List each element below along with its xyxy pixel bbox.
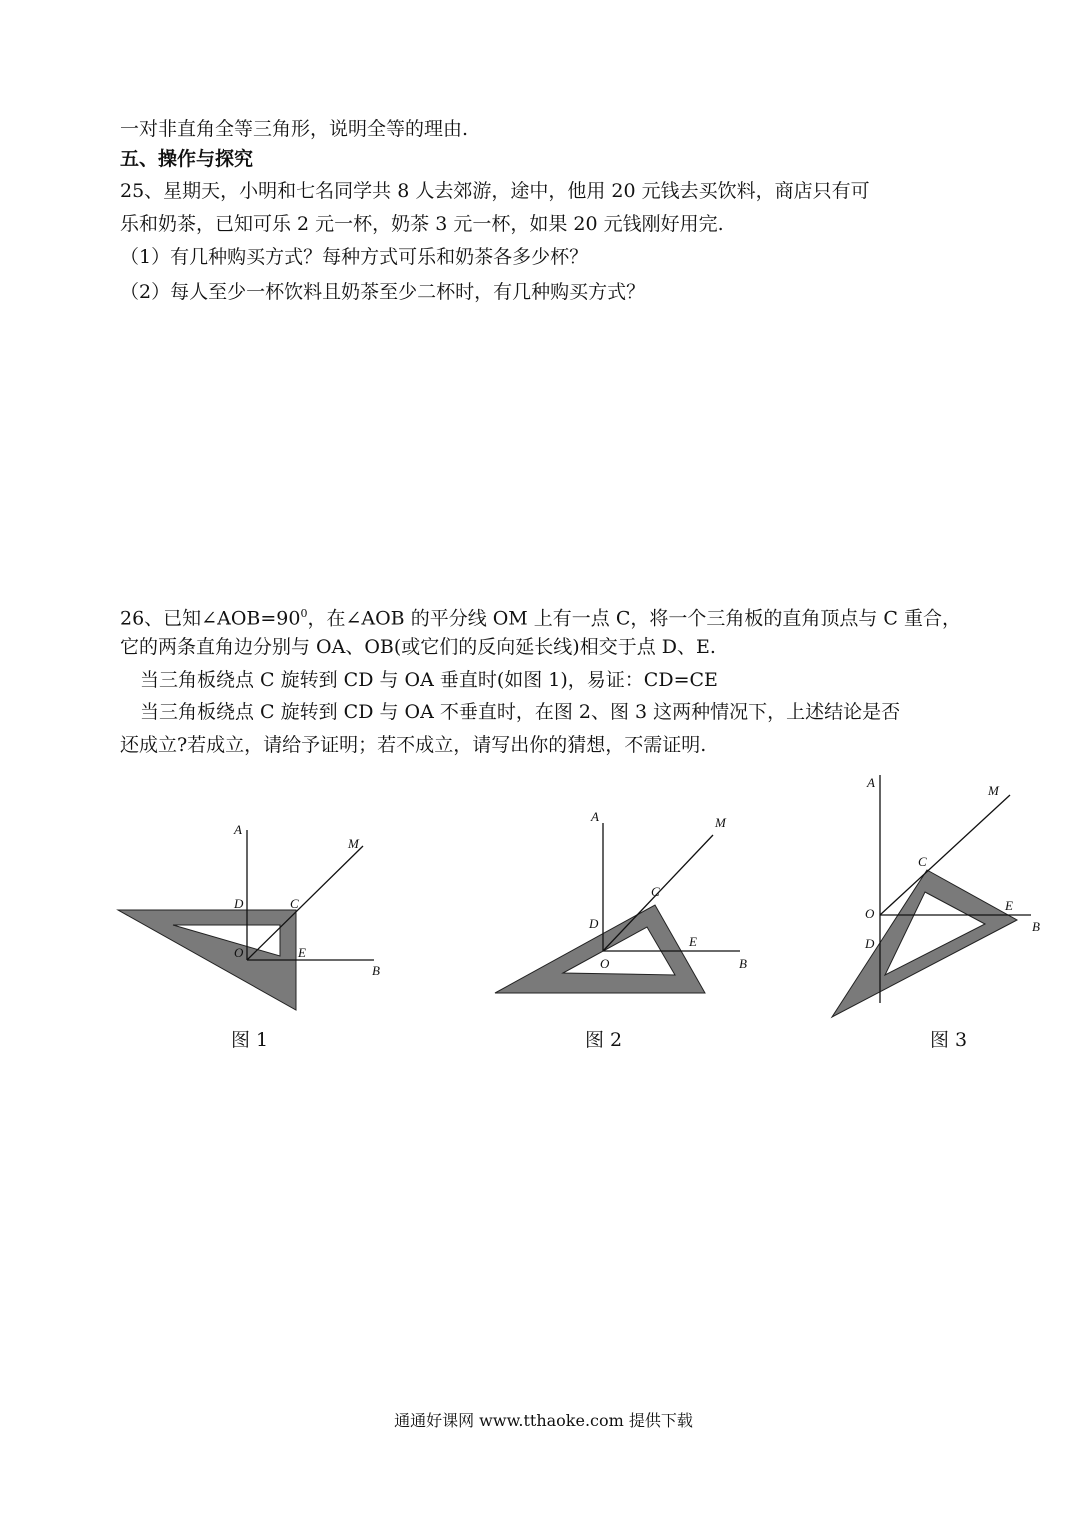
label-D: D xyxy=(865,936,875,951)
section-heading: 五、操作与探究 xyxy=(120,148,254,170)
figure-3-diagram xyxy=(825,745,1055,1025)
question-26-line-3: 当三角板绕点 C 旋转到 CD 与 OA 垂直时(如图 1)，易证：CD=CE xyxy=(140,669,718,691)
degree-superscript: 0 xyxy=(300,607,308,620)
label-E: E xyxy=(689,934,697,949)
figure-1-caption: 图 1 xyxy=(231,1029,269,1051)
label-O: O xyxy=(865,906,875,921)
figure-3-caption: 图 3 xyxy=(930,1029,968,1051)
label-B: B xyxy=(739,956,747,971)
label-D: D xyxy=(589,916,599,931)
question-26-line-1 xyxy=(120,600,961,632)
text-line: 一对非直角全等三角形，说明全等的理由. xyxy=(120,118,469,140)
question-26-line-2: 它的两条直角边分别与 OA、OB(或它们的反向延长线)相交于点 D、E. xyxy=(120,636,716,658)
label-O: O xyxy=(234,945,244,960)
label-A: A xyxy=(867,775,875,790)
label-O: O xyxy=(600,956,610,971)
label-C: C xyxy=(290,896,299,911)
question-26-line-4: 当三角板绕点 C 旋转到 CD 与 OA 不垂直时，在图 2、图 3 这两种情况下，上述结论是否 xyxy=(140,701,901,723)
label-E: E xyxy=(298,945,306,960)
q26-text-b: ，在∠AOB 的平分线 OM 上有一点 C，将一个三角板的直角顶点与 C 重合， xyxy=(307,607,961,630)
label-M: M xyxy=(348,836,359,851)
label-B: B xyxy=(372,963,380,978)
figure-2-diagram xyxy=(485,805,775,1005)
label-E: E xyxy=(1005,898,1013,913)
label-M: M xyxy=(715,815,726,830)
label-M: M xyxy=(988,783,999,798)
label-B: B xyxy=(1032,919,1040,934)
q26-text-a: 26、已知∠AOB=90 xyxy=(120,607,301,630)
question-25-line-2: 乐和奶茶，已知可乐 2 元一杯，奶茶 3 元一杯，如果 20 元钱刚好用完. xyxy=(120,213,724,235)
figure-1-diagram xyxy=(110,810,400,1020)
question-25-line-1: 25、星期天，小明和七名同学共 8 人去郊游，途中，他用 20 元钱去买饮料，商店只有可 xyxy=(120,180,870,202)
label-C: C xyxy=(651,884,660,899)
label-A: A xyxy=(591,809,599,824)
figure-2-caption: 图 2 xyxy=(585,1029,623,1051)
label-D: D xyxy=(234,896,244,911)
question-25-part-2: （2）每人至少一杯饮料且奶茶至少二杯时，有几种购买方式？ xyxy=(120,281,646,303)
question-26-line-5: 还成立?若成立，请给予证明；若不成立，请写出你的猜想，不需证明. xyxy=(120,734,707,756)
question-25-part-1: （1）有几种购买方式？每种方式可乐和奶茶各多少杯？ xyxy=(120,246,589,268)
label-A: A xyxy=(234,822,242,837)
label-C: C xyxy=(918,854,927,869)
page-footer: 通通好课网 www.tthaoke.com 提供下载 xyxy=(394,1411,693,1430)
